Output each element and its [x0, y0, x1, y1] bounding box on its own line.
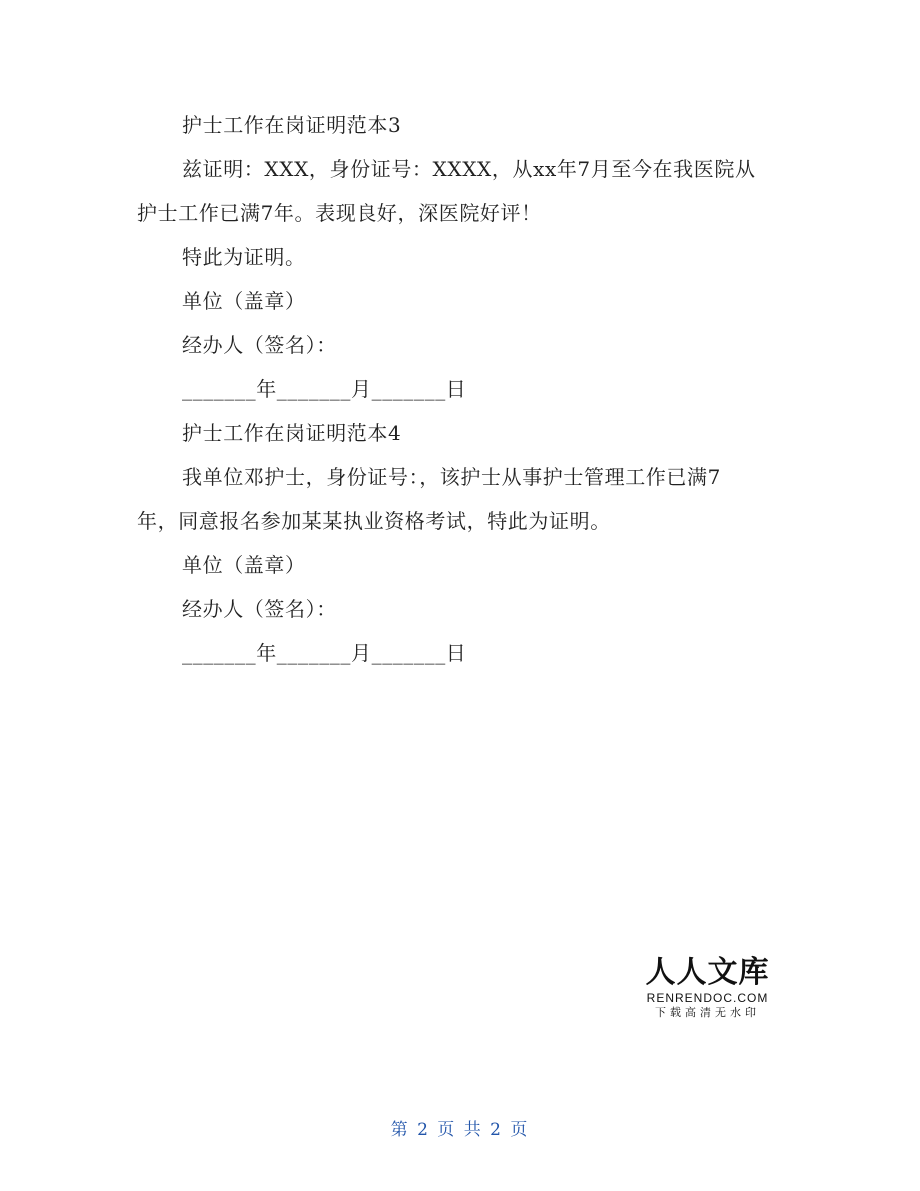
sample4-body-line2: 年，同意报名参加某某执业资格考试，特此为证明。 [137, 509, 611, 533]
sample4-title: 护士工作在岗证明范本4 [182, 421, 402, 445]
sample3-body-line2: 护士工作已满7年。表现良好，深医院好评！ [137, 201, 542, 225]
sample3-body-line1: 兹证明：XXX，身份证号：XXXX，从xx年7月至今在我医院从 [182, 157, 756, 181]
sample3-date-line: _______年_______月_______日 [182, 377, 467, 401]
watermark-tagline: 下载高清无水印 [655, 1006, 760, 1019]
page-number-footer: 第 2 页 共 2 页 [390, 1120, 530, 1140]
watermark-title: 人人文库 [645, 955, 770, 990]
sample3-unit-seal: 单位（盖章） [182, 289, 306, 313]
sample4-handler-signature: 经办人（签名）： [182, 597, 337, 621]
sample4-date-line: _______年_______月_______日 [182, 641, 467, 665]
sample4-unit-seal: 单位（盖章） [182, 553, 306, 577]
sample3-closing: 特此为证明。 [182, 245, 306, 269]
renrendoc-watermark-logo [640, 955, 775, 1020]
sample3-handler-signature: 经办人（签名）： [182, 333, 337, 357]
sample3-title: 护士工作在岗证明范本3 [182, 113, 402, 137]
sample4-body-line1: 我单位邓护士，身份证号：，该护士从事护士管理工作已满7 [182, 465, 721, 489]
watermark-url: RENRENDOC.COM [646, 991, 769, 1005]
